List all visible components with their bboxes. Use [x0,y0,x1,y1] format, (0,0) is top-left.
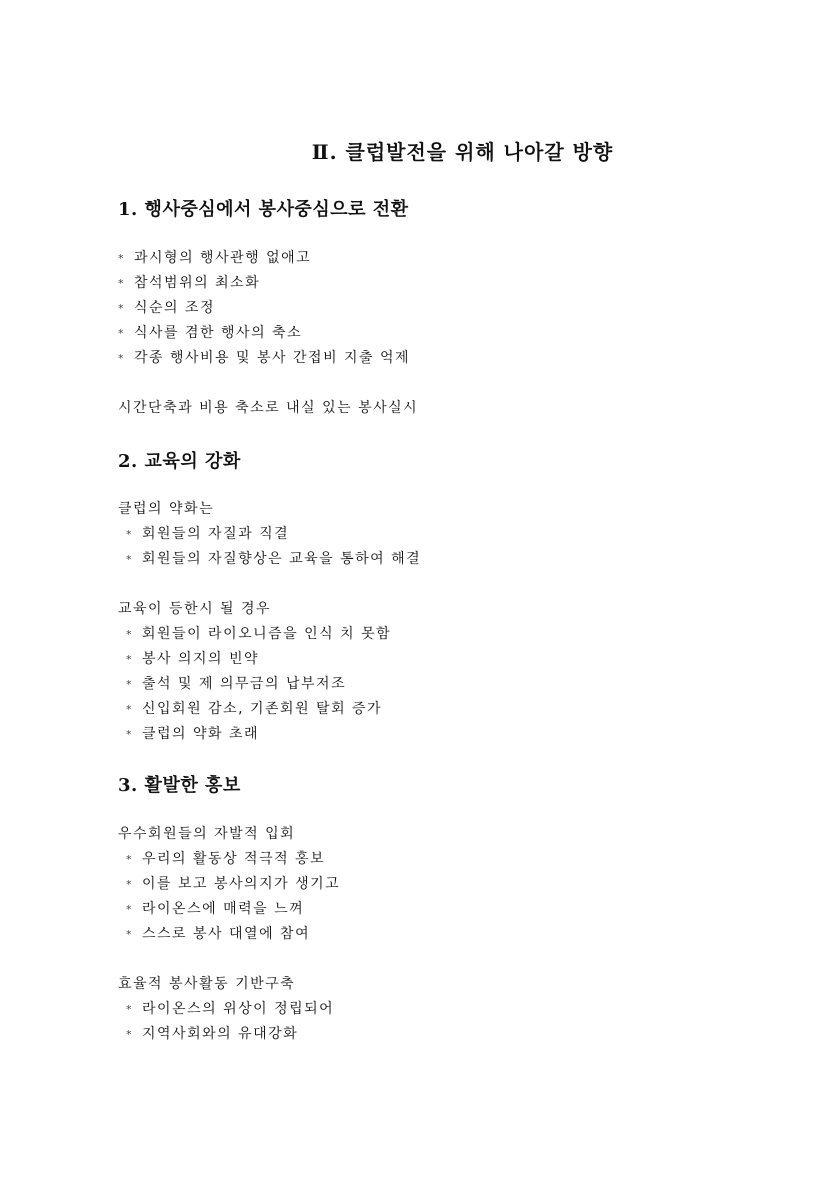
bullet-marker: * [126,728,133,741]
list-item: * 우리의 활동상 적극적 홍보 [126,851,326,867]
list-item: * 신입회원 감소, 기존회원 탈회 증가 [126,701,383,717]
section-1-heading: 1. 행사중심에서 봉사중심으로 전환 [118,199,409,220]
section-3-heading: 3. 활발한 홍보 [118,775,241,796]
bullet-marker: * [126,553,133,566]
bullet-marker: * [126,1003,133,1016]
bullet-marker: * [126,928,133,941]
list-item: * 지역사회와의 유대강화 [126,1026,299,1042]
list-item: * 식순의 조정 [118,300,216,316]
list-item: * 봉사 의지의 빈약 [126,651,260,667]
bullet-marker: * [126,853,133,866]
list-item: * 라이온스의 위상이 정립되어 [126,1001,335,1017]
bullet-marker: * [126,1028,133,1041]
bullet-marker: * [126,528,133,541]
list-item: * 각종 행사비용 및 봉사 간접비 지출 억제 [118,350,411,366]
bullet-marker: * [126,678,133,691]
group-intro: 효율적 봉사활동 기반구축 [118,976,296,992]
bullet-marker: * [118,252,125,265]
section-1-note: 시간단축과 비용 축소로 내실 있는 봉사실시 [118,400,419,416]
list-item: * 회원들의 자질과 직결 [126,526,290,542]
bullet-marker: * [118,327,125,340]
list-item: * 스스로 봉사 대열에 참여 [126,926,311,942]
list-item: * 회원들이 라이오니즘을 인식 치 못함 [126,626,392,642]
list-item: * 이를 보고 봉사의지가 생기고 [126,876,341,892]
group-intro: 클럽의 약화는 [118,501,215,517]
list-item: * 식사를 겸한 행사의 축소 [118,325,303,341]
bullet-marker: * [118,277,125,290]
bullet-marker: * [126,903,133,916]
bullet-marker: * [118,352,125,365]
bullet-marker: * [126,703,133,716]
list-item: * 라이온스에 매력을 느껴 [126,901,305,917]
list-item: * 클럽의 약화 초래 [126,726,260,742]
group-intro: 우수회원들의 자발적 입회 [118,826,296,842]
list-item: * 출석 및 제 의무금의 납부저조 [126,676,347,692]
bullet-marker: * [126,878,133,891]
bullet-marker: * [118,302,125,315]
bullet-marker: * [126,653,133,666]
document-title: Ⅱ. 클럽발전을 위해 나아갈 방향 [311,140,614,164]
list-item: * 회원들의 자질향상은 교육을 통하여 해결 [126,551,422,567]
list-item: * 과시형의 행사관행 없애고 [118,250,312,266]
list-item: * 참석범위의 최소화 [118,275,261,291]
bullet-marker: * [126,628,133,641]
group-intro: 교육이 등한시 될 경우 [118,601,272,617]
section-2-heading: 2. 교육의 강화 [118,451,241,472]
